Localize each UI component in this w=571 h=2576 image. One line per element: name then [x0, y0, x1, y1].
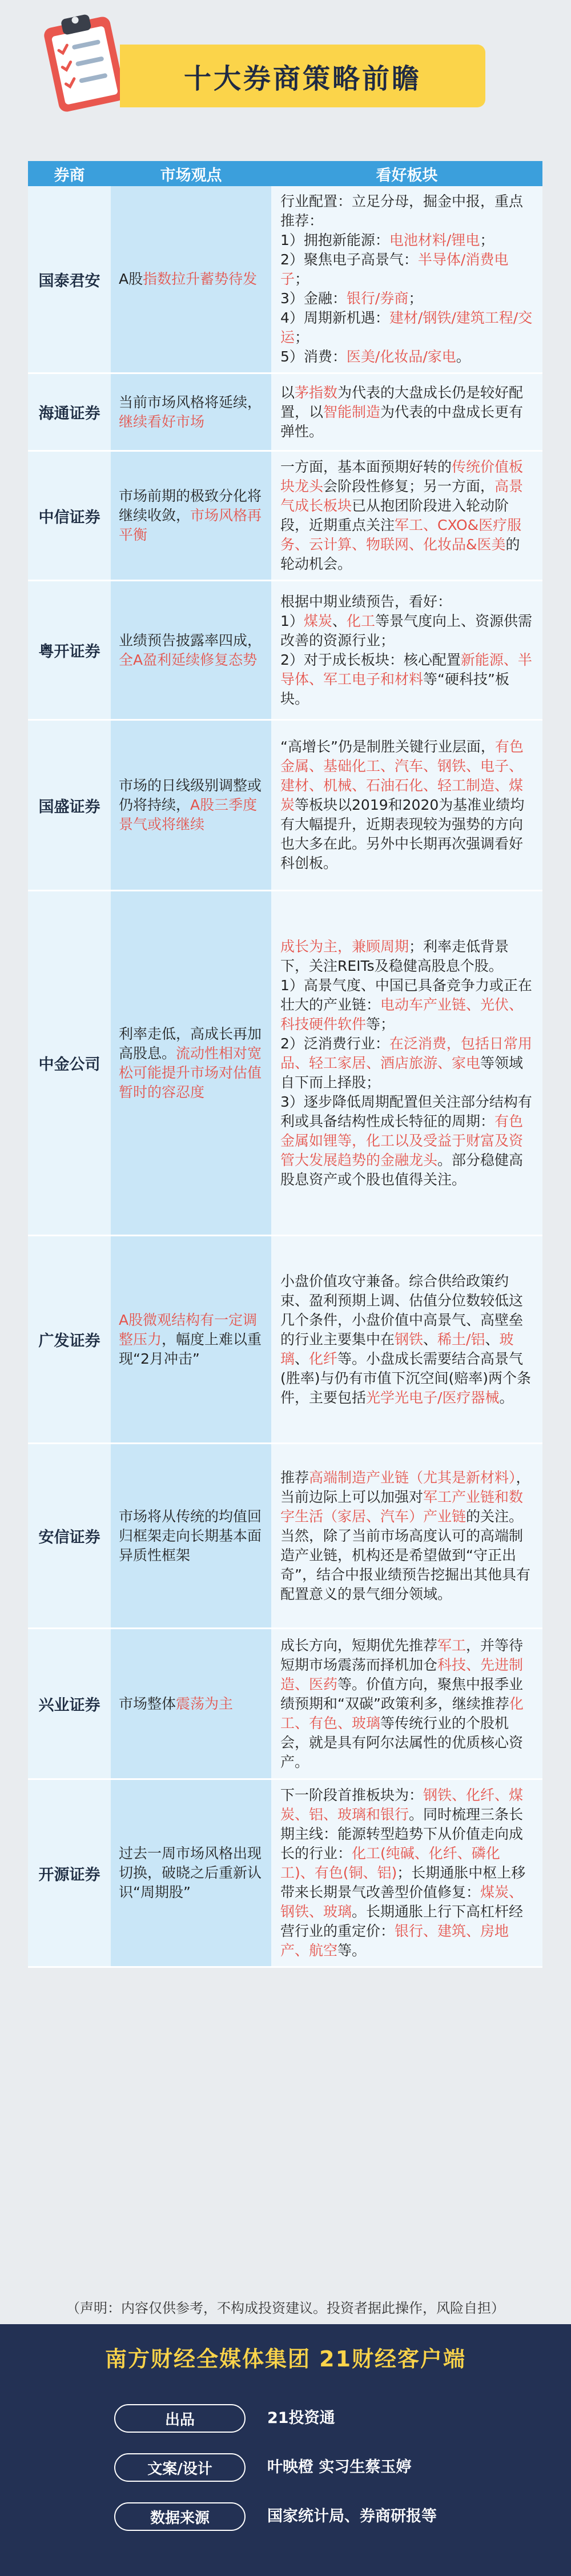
table-row	[28, 451, 542, 581]
body-text: 以	[280, 384, 295, 401]
highlight-text: 高景气成长板块	[280, 478, 524, 514]
body-text: 、	[332, 612, 347, 629]
highlight-text: 银行、建筑、房地产、航空	[280, 1923, 509, 1959]
favored-sectors	[271, 720, 542, 891]
page-title: 十大券商策略前瞻	[183, 62, 421, 95]
body-text: 已从抱团阶段进入轮动阶段，近期重点关注	[280, 497, 509, 533]
credit-label: 出品	[114, 2404, 246, 2433]
highlight-text: 市场风格再平衡	[119, 507, 262, 543]
table-row	[28, 1444, 542, 1629]
body-text: 1）	[280, 612, 304, 629]
body-text: 等景气度向上、资源供需改善的资源行业；	[280, 612, 532, 649]
favored-sectors	[271, 451, 542, 581]
favored-sectors	[271, 891, 542, 1236]
credit-value: 叶映橙 实习生蔡玉婷	[267, 2458, 412, 2476]
highlight-text: 传统价值板块龙头	[280, 459, 524, 495]
firm-name: 广发证券	[28, 1236, 111, 1444]
body-text: 。长期通胀上行下高杠杆经营行业的重定价：	[280, 1903, 524, 1939]
body-text: 。	[499, 1389, 514, 1406]
highlight-text: 医美/化妆品/家电	[346, 348, 456, 365]
body-text: ，并等待短期市场震荡而择机加仓	[280, 1637, 524, 1673]
body-text: 行业配置：立足分母，掘金中报，重点推荐：	[280, 193, 524, 229]
highlight-text: 玻璃	[280, 1331, 514, 1367]
highlight-text: 电池材料/锂电	[389, 232, 480, 248]
highlight-text: 有色金属如锂等，化工以及受益于财富及资管大发展趋势的金融龙头	[280, 1112, 524, 1168]
body-text: ；	[480, 232, 494, 248]
column-header-sector: 看好板块	[271, 161, 542, 186]
highlight-text: 化工、有色、玻璃	[280, 1695, 524, 1731]
body-text: 利率走低，高成长再加高股息。	[119, 1025, 262, 1062]
highlight-text: A股三季度景气或将继续	[119, 797, 258, 833]
body-text: 等；	[366, 1015, 395, 1032]
body-text: ；	[295, 329, 309, 345]
table-row	[28, 1779, 542, 1967]
body-text: 3）逐步降低周期配置但关注部分结构有利或具备结构性成长特征的周期：	[280, 1093, 532, 1130]
body-text: 、	[295, 1350, 309, 1367]
clipboard-checklist-icon	[40, 5, 126, 119]
body-text: 会阶段性修复；另一方面，	[323, 478, 495, 495]
body-text: 市场的日线级别调整或仍将持续，	[119, 777, 262, 813]
favored-sectors	[271, 373, 542, 451]
firm-name: 兴业证券	[28, 1629, 111, 1779]
highlight-text: 建材/钢铁/建筑工程/交运	[280, 310, 533, 345]
highlight-text: 在泛消费，包括日常用品、轻工家居、酒店旅游、家电	[280, 1035, 532, 1071]
highlight-text: 钢铁、化纤、煤炭、铝、玻璃和银行	[280, 1787, 524, 1823]
body-text: ；利率走低背景下，关注REITs及稳健高股息个股。	[280, 938, 509, 974]
favored-sectors	[271, 581, 542, 720]
body-text: 当前市场风格将延续，	[119, 393, 262, 411]
body-text: 一方面，基本面预期好转的	[280, 459, 452, 475]
body-text: “高增长”仍是制胜关键行业层面，	[280, 738, 495, 755]
highlight-text: 指数拉升蓄势待发	[143, 271, 258, 287]
favored-sectors	[271, 1629, 542, 1779]
highlight-text: 提升市场对估值暂时的容忍度	[119, 1064, 262, 1100]
body-text: 等板块以2019和2020为基准业绩均有大幅提升，近期表现较为强势的方向也大多在此。另外中长期再次强调看好科创板。	[280, 797, 525, 871]
firm-name: 中金公司	[28, 891, 111, 1236]
highlight-text: 稀土/铝	[437, 1331, 485, 1348]
highlight-text: 军工产业链和数字生活（家居、汽车）产业链	[280, 1488, 524, 1525]
column-header-view: 市场观点	[111, 161, 271, 186]
highlight-text: 化纤	[309, 1350, 338, 1367]
body-text: 为代表的中盘成长更有弹性。	[280, 403, 524, 440]
body-text: 等领域自下而上择股；	[280, 1054, 524, 1091]
highlight-text: 煤炭、钢铁、玻璃	[280, 1884, 524, 1920]
market-view	[111, 451, 271, 581]
table-row	[28, 1629, 542, 1779]
body-text: 市场整体	[119, 1695, 176, 1712]
body-text: 市场前期的极致分化将继续收敛，	[119, 488, 262, 524]
highlight-text: 科技、先进制造、医药	[280, 1656, 524, 1693]
body-text: 推荐	[280, 1469, 309, 1486]
highlight-text: 全A盈利延续修复态势	[119, 651, 258, 668]
broker-strategy-table	[28, 161, 542, 1968]
body-text: 1）高景气度、中国已具备竞争力或正在壮大的产业链：	[280, 976, 532, 1013]
body-text: 。	[456, 348, 471, 365]
credit-row-source	[114, 2502, 502, 2533]
body-text: 1）拥抱新能源：	[280, 232, 389, 248]
highlight-text: 化工(纯碱、化纤、磷化工)、有色(铜、铝)	[280, 1845, 500, 1881]
body-text: 。同时梳理三条长期主线：能源转型趋势下从价值走向成长的行业：	[280, 1806, 524, 1862]
body-text: 根据中期业绩预告，看好：	[280, 593, 452, 610]
favored-sectors	[271, 1236, 542, 1444]
body-text: 下一阶段首推板块为：	[280, 1787, 424, 1803]
column-header-firm: 券商	[28, 161, 111, 186]
credit-row-writer	[114, 2453, 502, 2484]
market-view	[111, 1779, 271, 1967]
body-text: ，幅度上难以重现“2月冲击”	[119, 1331, 262, 1367]
highlight-text: 军工	[437, 1637, 467, 1654]
firm-name: 中信证券	[28, 451, 111, 581]
footer-title: 南方财经全媒体集团 21财经客户端	[104, 2346, 467, 2372]
body-text: ，当前边际上可以加强对	[280, 1469, 530, 1505]
body-text: 业绩预告披露率四成，	[119, 632, 262, 649]
favored-sectors	[271, 1444, 542, 1629]
body-text: 。部分稳健高股息资产或个股也值得关注。	[280, 1151, 524, 1188]
highlight-text: 继续看好市场	[119, 413, 205, 430]
firm-name: 国盛证券	[28, 720, 111, 891]
body-text: ；	[295, 271, 309, 287]
highlight-text: 震荡为主	[176, 1695, 234, 1712]
favored-sectors	[271, 186, 542, 373]
market-view	[111, 1629, 271, 1779]
body-text: 2）泛消费行业：	[280, 1035, 389, 1052]
table-row	[28, 720, 542, 891]
body-text: 成长方向，短期优先推荐	[280, 1637, 438, 1654]
firm-name: 海通证券	[28, 373, 111, 451]
highlight-text: 新能源、半导体、军工电子和材料	[280, 651, 532, 688]
body-text: 等“硬科技”板块。	[280, 670, 509, 707]
body-text: 、	[423, 1331, 438, 1348]
body-text: ；长期通胀中枢上移带来长期景气改善型价值修复：	[280, 1864, 526, 1900]
market-view	[111, 373, 271, 451]
title-banner	[120, 45, 485, 107]
body-text: 等。	[337, 1942, 367, 1959]
favored-sectors	[271, 1779, 542, 1967]
table-row	[28, 891, 542, 1236]
table-row	[28, 1236, 542, 1444]
credit-row-producer	[114, 2404, 502, 2435]
disclaimer: （声明：内容仅供参考，不构成投资建议。投资者据此操作，风险自担）	[66, 2300, 505, 2316]
header	[0, 0, 571, 137]
table-row	[28, 373, 542, 451]
table-row	[28, 581, 542, 720]
market-view	[111, 1236, 271, 1444]
highlight-text: 流动性相对宽松可能	[119, 1044, 262, 1081]
highlight-text: 化工	[346, 612, 375, 629]
highlight-text: 军工、CXO&医疗服务、云计算、物联网、化妆品&医美	[280, 517, 522, 553]
highlight-text: 半导体/消费电子	[280, 251, 509, 287]
body-text: 的关注。当然，除了当前市场高度认可的高端制造产业链，机构还是希望做到“守正出奇”，结合中报业绩预告挖掘出其他具有配置意义的景气细分领域。	[280, 1508, 530, 1602]
market-view	[111, 720, 271, 891]
market-view	[111, 581, 271, 720]
highlight-text: 智能制造	[323, 403, 381, 420]
body-text: 2）对于成长板块：核心配置	[280, 651, 461, 668]
body-text: 等传统行业的个股机会，就是具有阿尔法属性的优质核心资产。	[280, 1714, 524, 1770]
body-text: A股	[119, 271, 143, 287]
body-text: 小盘价值攻守兼备。综合供给政策约束、盈利预期上调、估值分位数较低这几个条件，小盘价值中高景气、高壁垒的行业主要集中在	[280, 1272, 524, 1348]
firm-name: 安信证券	[28, 1444, 111, 1629]
body-text: 过去一周市场风格出现切换，破晓之后重新认识“周期股”	[119, 1845, 262, 1900]
body-text: ；	[408, 290, 423, 307]
highlight-text: 成长为主，兼顾周期	[280, 938, 409, 955]
body-text: 4）周期新机遇：	[280, 310, 389, 326]
body-text: 市场将从传统的均值回归框架走向长期基本面异质性框架	[119, 1508, 262, 1564]
credit-value: 21投资通	[267, 2409, 335, 2427]
credit-label: 数据来源	[114, 2502, 246, 2531]
market-view	[111, 186, 271, 373]
market-view	[111, 891, 271, 1236]
highlight-text: 茅指数	[295, 384, 338, 401]
body-text: 、	[485, 1331, 500, 1348]
market-view	[111, 1444, 271, 1629]
footer	[0, 2324, 571, 2576]
highlight-text: 高端制造产业链（尤其是新材料）	[309, 1469, 516, 1486]
body-text: 2）聚焦电子高景气：	[280, 251, 418, 268]
firm-name: 开源证券	[28, 1779, 111, 1967]
highlight-text: 煤炭	[303, 612, 332, 629]
firm-name: 国泰君安	[28, 186, 111, 373]
credit-value: 国家统计局、券商研报等	[267, 2507, 437, 2525]
highlight-text: A股微观结构有一定调整压力	[119, 1311, 258, 1348]
highlight-text: 有色金属、基础化工、汽车、钢铁、电子、建材、机械、石油石化、轻工制造、煤炭	[280, 738, 524, 813]
table-header-row	[28, 161, 542, 186]
body-text: 5）消费：	[280, 348, 347, 365]
highlight-text: 光学光电子/医疗器械	[366, 1389, 500, 1406]
highlight-text: 钢铁	[395, 1331, 424, 1348]
highlight-text: 电动车产业链、光伏、科技硬件软件	[280, 996, 524, 1032]
credit-label: 文案/设计	[114, 2453, 246, 2482]
body-text: 的轮动机会。	[280, 536, 520, 572]
highlight-text: 银行/券商	[346, 290, 409, 307]
body-text: 等。价值方向，聚焦中报季业绩预期和“双碳”政策利多，继续推荐	[280, 1675, 524, 1712]
body-text: 等。小盘成长需要结合高景气(胜率)与仍有市值下沉空间(赔率)两个条件，主要包括	[280, 1350, 532, 1406]
body-text: 3）金融：	[280, 290, 347, 307]
body-text: 为代表的大盘成长仍是较好配置，以	[280, 384, 524, 420]
firm-name: 粤开证券	[28, 581, 111, 720]
table-row	[28, 186, 542, 373]
